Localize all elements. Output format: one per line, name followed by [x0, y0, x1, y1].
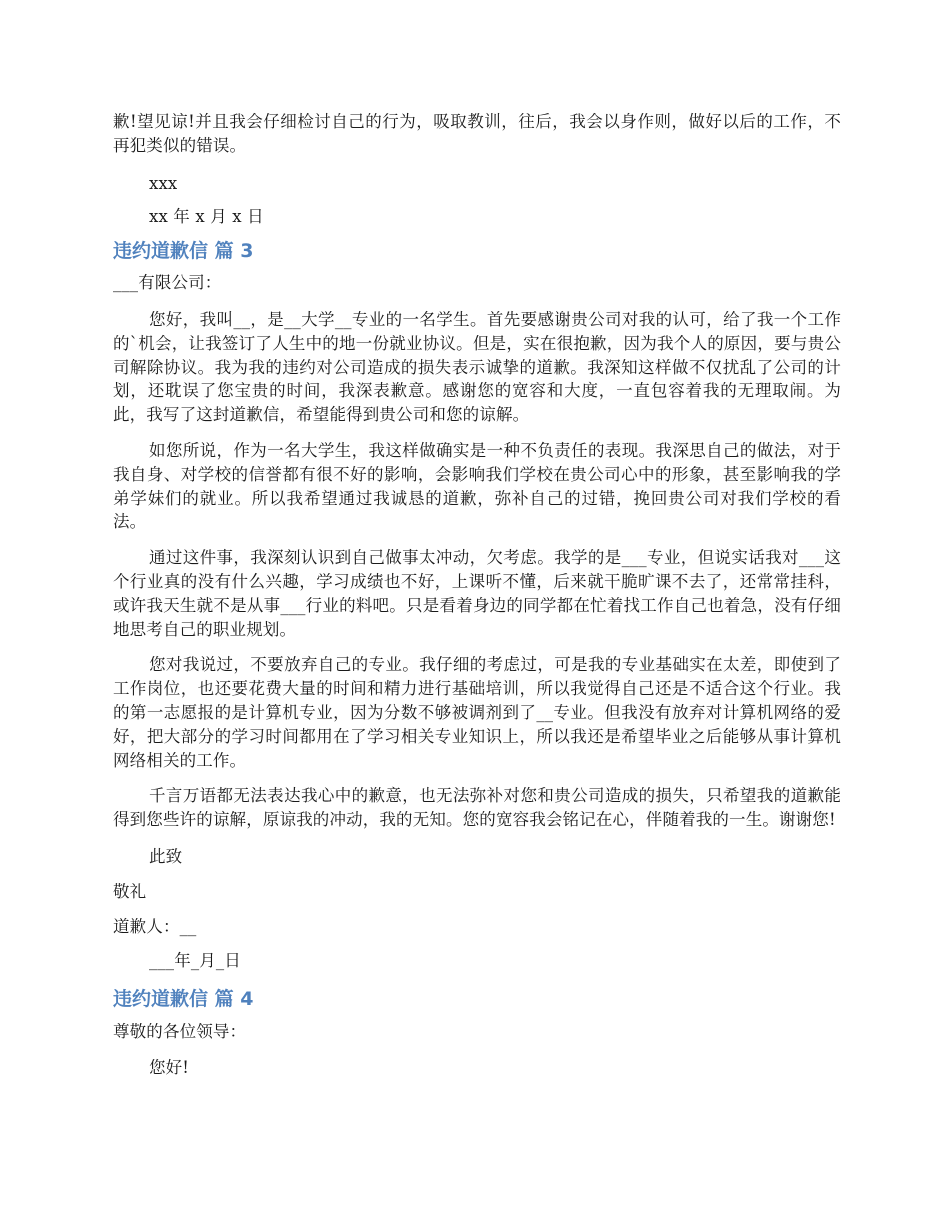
document-page — [113, 110, 841, 1080]
date-line: ___年_月_日 — [149, 951, 241, 971]
closing-respects: 此致 — [149, 846, 183, 866]
closing-salute: 敬礼 — [113, 881, 147, 901]
letter-salutation: 尊敬的各位领导： — [113, 1022, 247, 1042]
letter-paragraph: 千言万语都无法表达我心中的歉意，也无法弥补对您和贵公司造成的损失，只希望我的道歉能得到您些许的谅解，原谅我的冲动，我的无知。您的宽容我会铭记在心，伴随着我的一生。谢谢您! — [113, 786, 841, 830]
section-heading-3: 违约道歉信 篇 3 — [113, 240, 254, 263]
signature-date: xx 年 x 月 x 日 — [149, 207, 264, 227]
section-heading-4: 违约道歉信 篇 4 — [113, 988, 254, 1011]
signer-line: 道歉人：__ — [113, 916, 197, 936]
signature-name: xxx — [149, 173, 178, 193]
letter-paragraph: 如您所说，作为一名大学生，我这样做确实是一种不负责任的表现。我深思自己的做法，对于我自身、对学校的信誉都有很不好的影响，会影响我们学校在贵公司心中的形象，甚至影响我的学弟学妹们的就业。所以我希望通过我诚恳的道歉，弥补自己的过错，挽回贵公司对我们学校的看法。 — [113, 440, 841, 532]
continued-paragraph: 歉!望见谅!并且我会仔细检讨自己的行为，吸取教训，往后，我会以身作则，做好以后的工作，不再犯类似的错误。 — [113, 112, 841, 155]
letter-paragraph: 您好，我叫__，是__大学__专业的一名学生。首先要感谢贵公司对我的认可，给了我一个工作的`机会，让我签订了人生中的地一份就业协议。但是，实在很抱歉，因为我个人的原因，要与贵公司解除协议。我为我的违约对公司造成的损失表示诚挚的道歉。我深知这样做不仅扰乱了公司的计划，还耽误了您宝贵的时间，我深表歉意。感谢您的宽容和大度，一直包容着我的无理取闹。为此，我写了这封道歉信，希望能得到贵公司和您的谅解。 — [113, 309, 841, 425]
letter-greeting: 您好! — [149, 1057, 190, 1077]
letter-paragraph: 您对我说过，不要放弃自己的专业。我仔细的考虑过，可是我的专业基础实在太差，即使到了工作岗位，也还要花费大量的时间和精力进行基础培训，所以我觉得自己还是不适合这个行业。我的第一志愿报的是计算机专业，因为分数不够被调剂到了__专业。但我没有放弃对计算机网络的爱好，把大部分的学习时间都用在了学习相关专业知识上，所以我还是希望毕业之后能够从事计算机网络相关的工作。 — [113, 655, 841, 770]
letter-paragraph: 通过这件事，我深刻认识到自己做事太冲动，欠考虑。我学的是___专业，但说实话我对___这个行业真的没有什么兴趣，学习成绩也不好，上课听不懂，后来就干脆旷课不去了，还常常挂科，或许我天生就不是从事___行业的料吧。只是看着身边的同学都在忙着找工作自己也着急，没有仔细地思考自己的职业规划。 — [113, 548, 841, 639]
letter-salutation: ___有限公司： — [113, 273, 222, 293]
